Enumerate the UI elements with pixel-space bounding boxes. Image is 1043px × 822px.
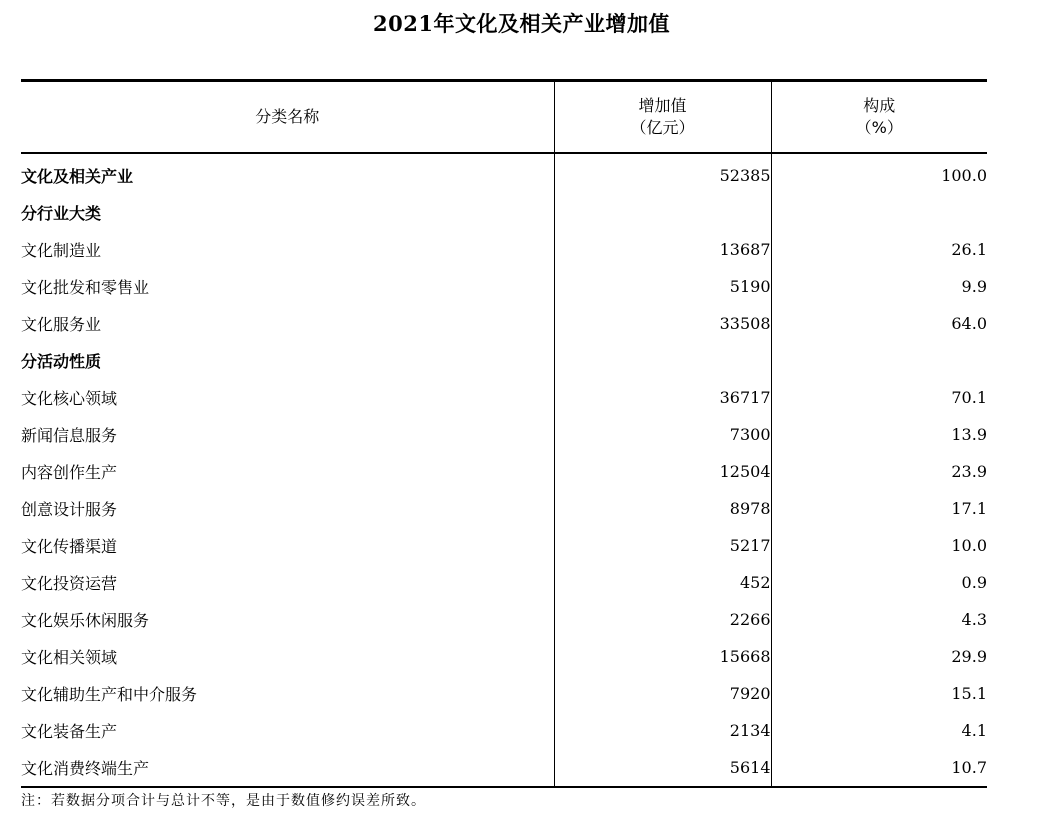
row-value: 33508 xyxy=(554,305,771,342)
row-share: 70.1 xyxy=(771,379,987,416)
table-row xyxy=(21,712,987,749)
table-row xyxy=(21,231,987,268)
row-name: 文化核心领域 xyxy=(21,389,118,408)
row-value: 5190 xyxy=(554,268,771,305)
row-name: 文化投资运营 xyxy=(21,574,118,593)
row-share: 15.1 xyxy=(771,675,987,712)
row-name: 分行业大类 xyxy=(21,204,102,223)
row-name: 文化消费终端生产 xyxy=(21,759,150,778)
row-value: 452 xyxy=(554,564,771,601)
row-name: 文化娱乐休闲服务 xyxy=(21,611,150,630)
column-header-name-label: 分类名称 xyxy=(255,107,320,126)
row-share: 10.7 xyxy=(771,749,987,787)
row-share: 0.9 xyxy=(771,564,987,601)
table-row xyxy=(21,268,987,305)
table-row xyxy=(21,416,987,453)
row-share: 10.0 xyxy=(771,527,987,564)
table-footnote: 注：若数据分项合计与总计不等，是由于数值修约误差所致。 xyxy=(21,793,426,809)
row-share: 9.9 xyxy=(771,268,987,305)
table-row xyxy=(21,153,987,194)
row-share: 4.3 xyxy=(771,601,987,638)
row-share: 64.0 xyxy=(771,305,987,342)
row-value: 15668 xyxy=(554,638,771,675)
row-share: 17.1 xyxy=(771,490,987,527)
column-header-value-label: 增加值 xyxy=(638,96,687,115)
column-header-value-unit: （亿元） xyxy=(630,118,695,137)
row-share: 4.1 xyxy=(771,712,987,749)
table-row xyxy=(21,601,987,638)
table-row xyxy=(21,638,987,675)
row-share: 100.0 xyxy=(771,153,987,194)
column-header-share xyxy=(771,81,987,154)
row-name: 文化服务业 xyxy=(21,315,102,334)
row-name: 文化传播渠道 xyxy=(21,537,118,556)
row-value: 36717 xyxy=(554,379,771,416)
table-row xyxy=(21,749,987,787)
table-row xyxy=(21,342,987,379)
row-name: 内容创作生产 xyxy=(21,463,118,482)
row-value: 2266 xyxy=(554,601,771,638)
row-name: 文化装备生产 xyxy=(21,722,118,741)
row-value: 2134 xyxy=(554,712,771,749)
row-name: 文化相关领域 xyxy=(21,648,118,667)
row-value: 13687 xyxy=(554,231,771,268)
table-row xyxy=(21,564,987,601)
table-row xyxy=(21,379,987,416)
row-name: 文化及相关产业 xyxy=(21,167,134,186)
row-value xyxy=(554,342,771,379)
table-row xyxy=(21,675,987,712)
row-value: 5217 xyxy=(554,527,771,564)
row-value: 8978 xyxy=(554,490,771,527)
row-value: 5614 xyxy=(554,749,771,787)
row-share: 23.9 xyxy=(771,453,987,490)
data-table xyxy=(21,79,987,788)
table-row xyxy=(21,453,987,490)
table-title: 2021年文化及相关产业增加值 xyxy=(373,11,670,36)
table-header-row xyxy=(21,81,987,154)
table-row xyxy=(21,194,987,231)
row-value: 7300 xyxy=(554,416,771,453)
row-share: 26.1 xyxy=(771,231,987,268)
column-header-share-unit: （%） xyxy=(855,118,903,137)
row-value xyxy=(554,194,771,231)
column-header-name xyxy=(21,81,554,154)
row-name: 文化制造业 xyxy=(21,241,102,260)
row-name: 新闻信息服务 xyxy=(21,426,118,445)
column-header-value xyxy=(554,81,771,154)
column-header-share-label: 构成 xyxy=(863,96,896,115)
row-name: 创意设计服务 xyxy=(21,500,118,519)
row-name: 文化批发和零售业 xyxy=(21,278,150,297)
table-row xyxy=(21,490,987,527)
row-value: 12504 xyxy=(554,453,771,490)
row-name: 文化辅助生产和中介服务 xyxy=(21,685,198,704)
row-value: 7920 xyxy=(554,675,771,712)
row-value: 52385 xyxy=(554,153,771,194)
row-share xyxy=(771,342,987,379)
row-share: 13.9 xyxy=(771,416,987,453)
row-name: 分活动性质 xyxy=(21,352,102,371)
table-row xyxy=(21,305,987,342)
row-share: 29.9 xyxy=(771,638,987,675)
table-row xyxy=(21,527,987,564)
row-share xyxy=(771,194,987,231)
